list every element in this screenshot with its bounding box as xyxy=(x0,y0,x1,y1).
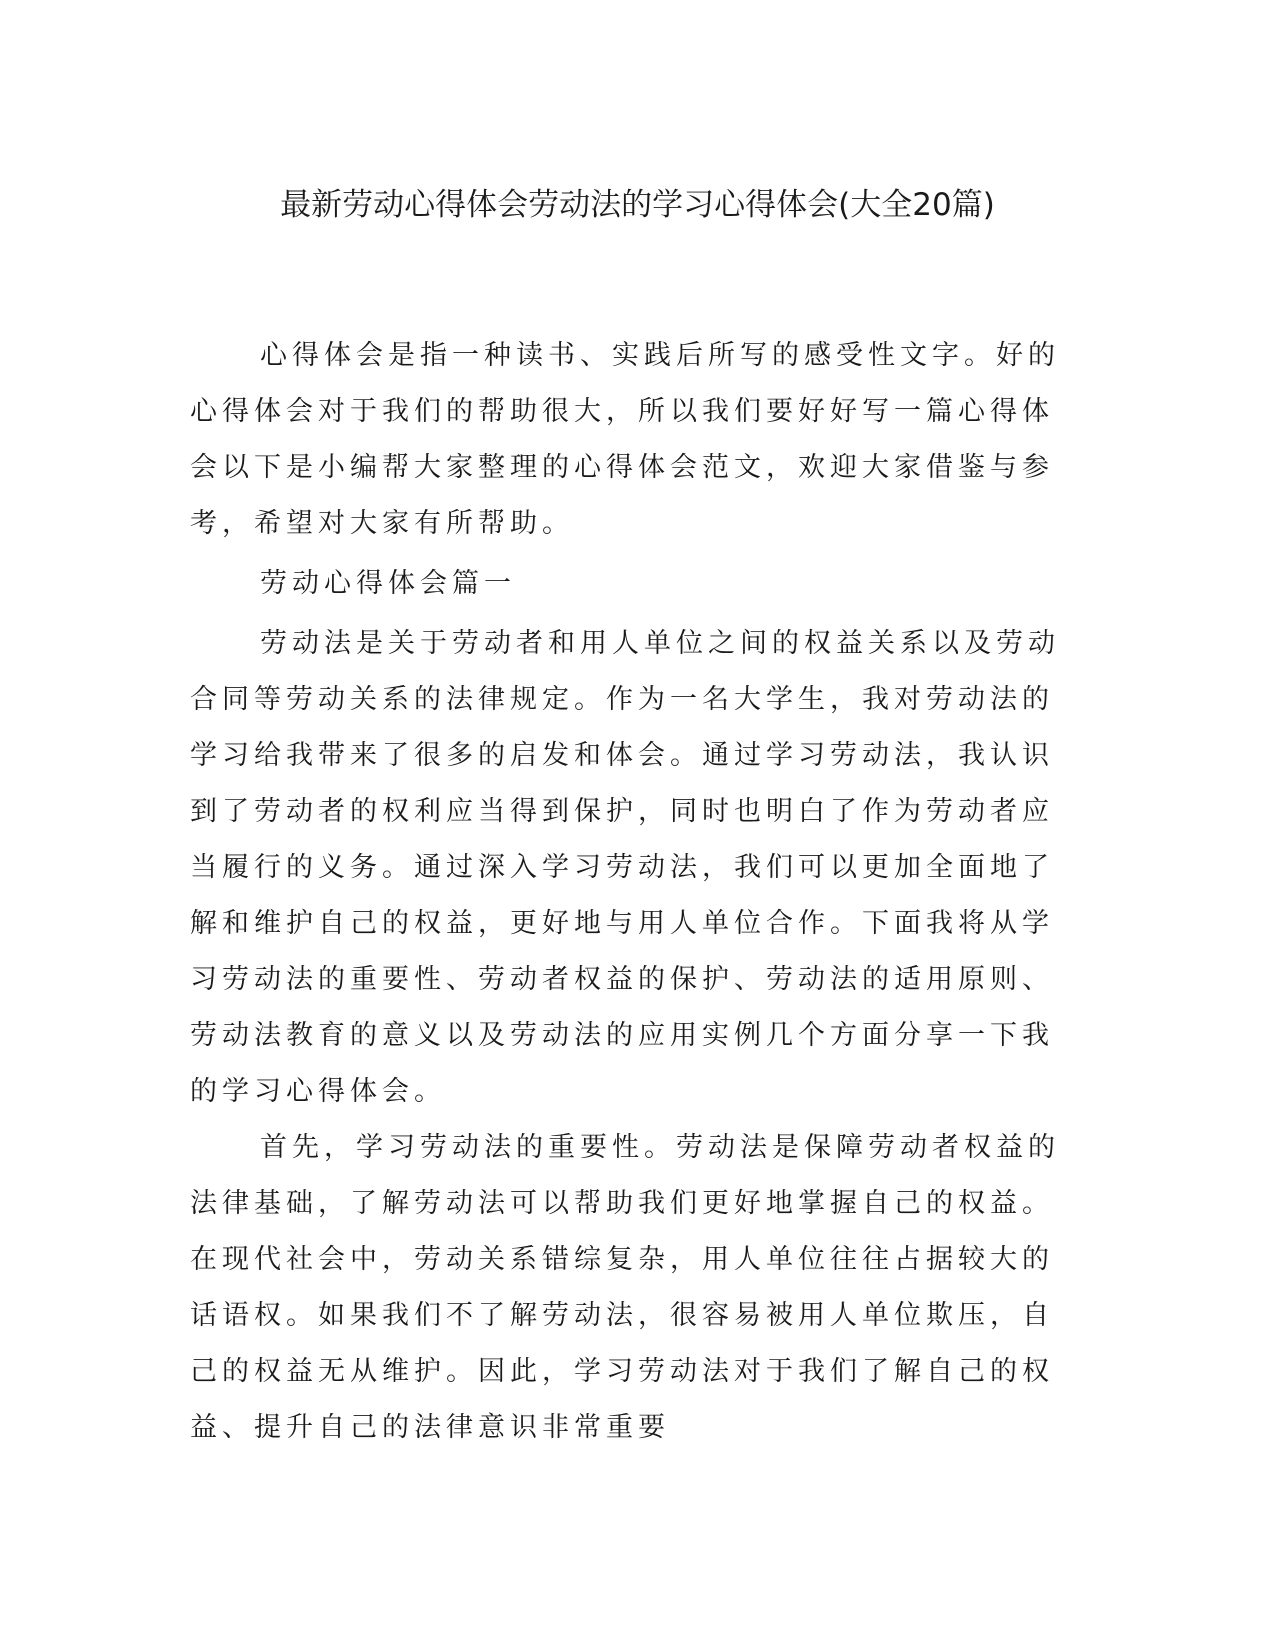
section-paragraph-2: 首先，学习劳动法的重要性。劳动法是保障劳动者权益的法律基础，了解劳动法可以帮助我们更好地掌握自己的权益。在现代社会中，劳动关系错综复杂，用人单位往往占据较大的话语权。如果我们不了解劳动法，很容易被用人单位欺压，自己的权益无从维护。因此，学习劳动法对于我们了解自己的权益、提升自己的法律意识非常重要 xyxy=(190,1132,1060,1443)
intro-paragraph: 心得体会是指一种读书、实践后所写的感受性文字。好的心得体会对于我们的帮助很大，所以我们要好好写一篇心得体会以下是小编帮大家整理的心得体会范文，欢迎大家借鉴与参考，希望对大家有所帮助。 xyxy=(190,340,1060,539)
section-heading: 劳动心得体会篇一 xyxy=(260,568,516,599)
document-title: 最新劳动心得体会劳动法的学习心得体会(大全20篇) xyxy=(280,187,995,223)
section-paragraph-1: 劳动法是关于劳动者和用人单位之间的权益关系以及劳动合同等劳动关系的法律规定。作为一名大学生，我对劳动法的学习给我带来了很多的启发和体会。通过学习劳动法，我认识到了劳动者的权利应当得到保护，同时也明白了作为劳动者应当履行的义务。通过深入学习劳动法，我们可以更加全面地了解和维护自己的权益，更好地与用人单位合作。下面我将从学习劳动法的重要性、劳动者权益的保护、劳动法的适用原则、劳动法教育的意义以及劳动法的应用实例几个方面分享一下我的学习心得体会。 xyxy=(190,628,1060,1107)
document-body xyxy=(190,328,1070,1456)
